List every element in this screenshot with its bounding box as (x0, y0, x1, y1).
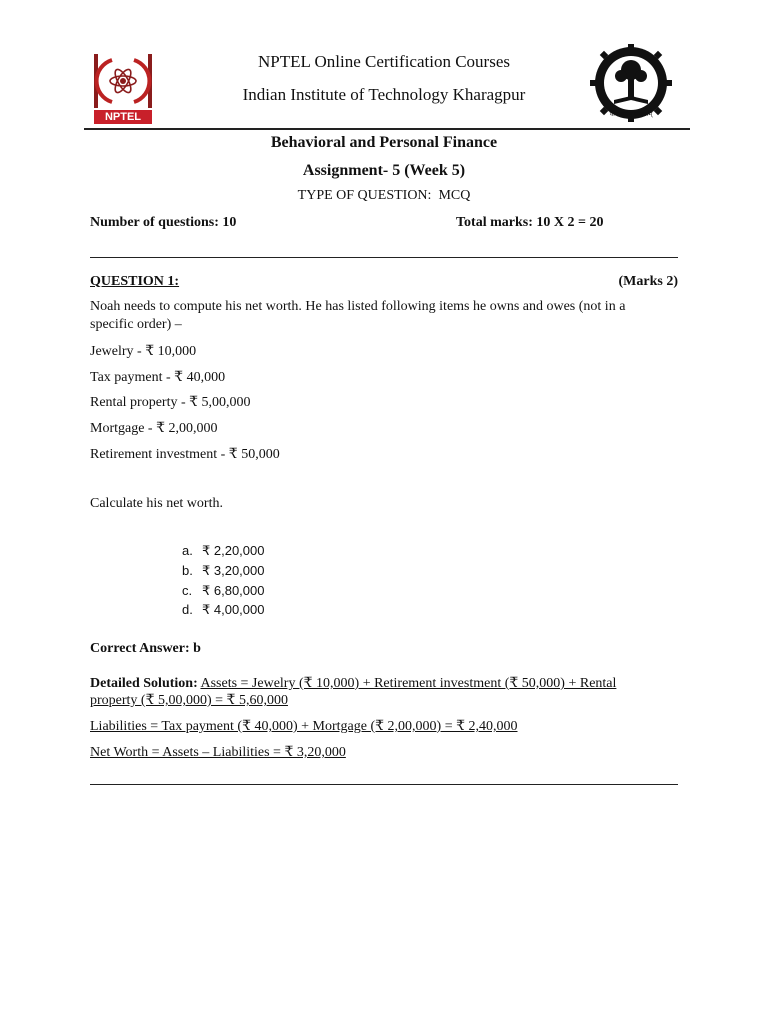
nptel-logo-text: NPTEL (104, 111, 142, 123)
num-questions-label: Number of questions (90, 215, 215, 230)
num-questions (90, 215, 236, 231)
option-b (182, 563, 265, 579)
list-item-mortgage: Mortgage - ₹ 2,00,000 (90, 421, 218, 436)
option-c (182, 583, 265, 599)
solution-line-4: Net Worth = Assets – Liabilities = ₹ 3,20,000 (90, 745, 346, 760)
question-prompt-line-2: specific order) – (90, 317, 182, 332)
total-marks: Total marks: 10 X 2 = 20 (456, 215, 604, 230)
solution-text-1: Assets = Jewelry (₹ 10,000) + Retirement investment (₹ 50,000) + Rental (200, 676, 617, 691)
assignment-title: Assignment- 5 (Week 5) (302, 162, 466, 179)
question-prompt-line-1: Noah needs to compute his net worth. He has listed following items he owns and owes (not in a (90, 299, 626, 314)
list-item-tax-payment: Tax payment - ₹ 40,000 (90, 370, 226, 385)
option-b-letter: b. (182, 563, 193, 578)
option-a-text: ₹ 2,20,000 (202, 543, 265, 558)
question-marks: (Marks 2) (618, 274, 678, 289)
option-d (182, 602, 265, 618)
iit-kharagpur-logo (590, 44, 672, 126)
option-c-letter: c. (182, 583, 193, 598)
question-type-label: TYPE OF QUESTION: (297, 188, 432, 203)
correct-answer: Correct Answer: b (90, 641, 201, 656)
list-item-jewelry: Jewelry - ₹ 10,000 (90, 344, 197, 359)
question-type (0, 188, 768, 204)
header-line-1: NPTEL Online Certification Courses (258, 52, 510, 71)
option-b-text: ₹ 3,20,000 (202, 563, 265, 578)
iit-logo-motto: योग कर्मसु कौशलम् (609, 111, 653, 118)
option-d-letter: d. (182, 602, 193, 617)
section-divider-top (90, 257, 678, 258)
list-item-retirement-investment: Retirement investment - ₹ 50,000 (90, 447, 280, 462)
solution-line-1 (90, 675, 616, 692)
question-heading: QUESTION 1: (90, 274, 180, 289)
course-title: Behavioral and Personal Finance (270, 134, 498, 151)
header-divider (84, 128, 690, 130)
question-ask: Calculate his net worth. (90, 496, 223, 511)
num-questions-value: : 10 (214, 215, 237, 230)
header-line-2: Indian Institute of Technology Kharagpur (242, 85, 526, 104)
option-a (182, 543, 265, 559)
option-d-text: ₹ 4,00,000 (202, 602, 265, 617)
section-divider-bottom (90, 784, 678, 785)
solution-line-3: Liabilities = Tax payment (₹ 40,000) + Mortgage (₹ 2,00,000) = ₹ 2,40,000 (90, 719, 518, 734)
option-a-letter: a. (182, 543, 193, 558)
solution-line-2: property (₹ 5,00,000) = ₹ 5,60,000 (90, 693, 288, 708)
question-type-value: MCQ (438, 188, 471, 203)
list-item-rental-property: Rental property - ₹ 5,00,000 (90, 395, 251, 410)
solution-label: Detailed Solution: (90, 676, 198, 691)
option-c-text: ₹ 6,80,000 (202, 583, 265, 598)
